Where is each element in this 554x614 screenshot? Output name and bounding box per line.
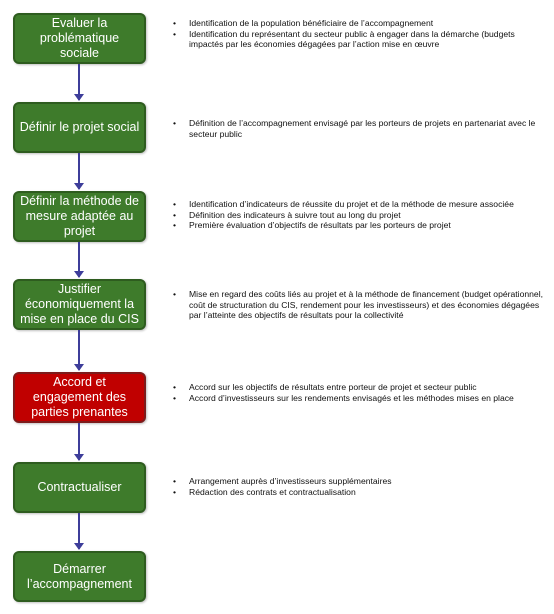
- bullets-justifier: [173, 289, 543, 321]
- bullets-definir-methode: [173, 199, 543, 231]
- bullet-item: [173, 29, 543, 50]
- bullet-text: Définition des indicateurs à suivre tout au long du projet: [189, 209, 401, 220]
- bullet-text: Identification de la population bénéficiaire de l’accompagnement: [189, 18, 434, 28]
- bullet-text: Accord d’investisseurs sur les rendements envisagés et les méthodes mises en place: [189, 392, 514, 403]
- bullet-dot: •: [173, 220, 177, 231]
- arrow-connector: [78, 513, 80, 549]
- bullet-item: [173, 210, 543, 221]
- bullet-item: [173, 199, 543, 210]
- arrow-connector: [78, 330, 80, 370]
- bullet-item: [173, 487, 543, 498]
- arrow-connector: [78, 423, 80, 460]
- step-accord-label: Accord et engagement des parties prenantes: [31, 375, 128, 419]
- bullet-dot: •: [173, 392, 177, 403]
- bullet-text: Mise en regard des coûts liés au projet et à la méthode de financement (budget opérationnel, coût de structuration du CIS, rendement pour les investisseurs) et des économies dégagées par l’atteinte des objectifs de résultats pour la collectivité: [189, 289, 543, 321]
- step-contractualiser: [13, 462, 146, 513]
- bullet-dot: •: [173, 18, 177, 28]
- step-definir-projet: [13, 102, 146, 153]
- bullet-item: [173, 476, 543, 487]
- bullet-item: [173, 382, 543, 393]
- bullet-text: Identification d’indicateurs de réussite du projet et de la méthode de mesure associée: [189, 199, 514, 209]
- step-evaluer: [13, 13, 146, 64]
- bullet-dot: •: [173, 209, 177, 220]
- bullets-contractualiser: [173, 476, 543, 497]
- bullets-definir-projet: [173, 118, 543, 139]
- bullet-dot: •: [173, 382, 177, 392]
- step-demarrer: [13, 551, 146, 602]
- bullet-text: Accord sur les objectifs de résultats entre porteur de projet et secteur public: [189, 382, 477, 392]
- bullets-evaluer: [173, 18, 543, 50]
- step-demarrer-label: Démarrer l’accompagnement: [27, 561, 132, 591]
- arrow-connector: [78, 153, 80, 189]
- bullet-dot: •: [173, 28, 177, 39]
- step-contractualiser-label: Contractualiser: [37, 480, 122, 494]
- bullet-text: Identification du représentant du secteur public à engager dans la démarche (budgets impactés par les économies dégagées par l’action mise en œuvre: [189, 28, 515, 50]
- bullet-text: Arrangement auprès d’investisseurs supplémentaires: [189, 476, 392, 486]
- bullet-dot: •: [173, 476, 177, 486]
- step-definir-methode-label: Définir la méthode de mesure adaptée au projet: [20, 194, 139, 238]
- step-evaluer-label: Evaluer la problématique sociale: [39, 16, 120, 60]
- bullet-text: Première évaluation d’objectifs de résultats par les porteurs de projet: [189, 220, 451, 231]
- bullet-item: [173, 220, 543, 231]
- step-justifier: [13, 279, 146, 330]
- bullet-item: [173, 289, 543, 321]
- step-definir-methode: [13, 191, 146, 242]
- arrow-connector: [78, 64, 80, 100]
- bullet-item: [173, 18, 543, 29]
- bullet-text: Définition de l’accompagnement envisagé par les porteurs de projets en partenariat avec le secteur public: [189, 118, 536, 139]
- bullet-dot: •: [173, 199, 177, 209]
- bullet-dot: •: [173, 118, 177, 128]
- arrow-connector: [78, 242, 80, 277]
- step-definir-projet-label: Définir le projet social: [19, 120, 140, 134]
- bullets-accord: [173, 382, 543, 403]
- bullet-item: [173, 393, 543, 404]
- bullet-text: Rédaction des contrats et contractualisation: [189, 486, 356, 497]
- bullet-dot: •: [173, 486, 177, 497]
- bullet-dot: •: [173, 289, 177, 299]
- step-accord: [13, 372, 146, 423]
- step-justifier-label: Justifier économiquement la mise en place du CIS: [20, 282, 139, 326]
- bullet-item: [173, 118, 543, 139]
